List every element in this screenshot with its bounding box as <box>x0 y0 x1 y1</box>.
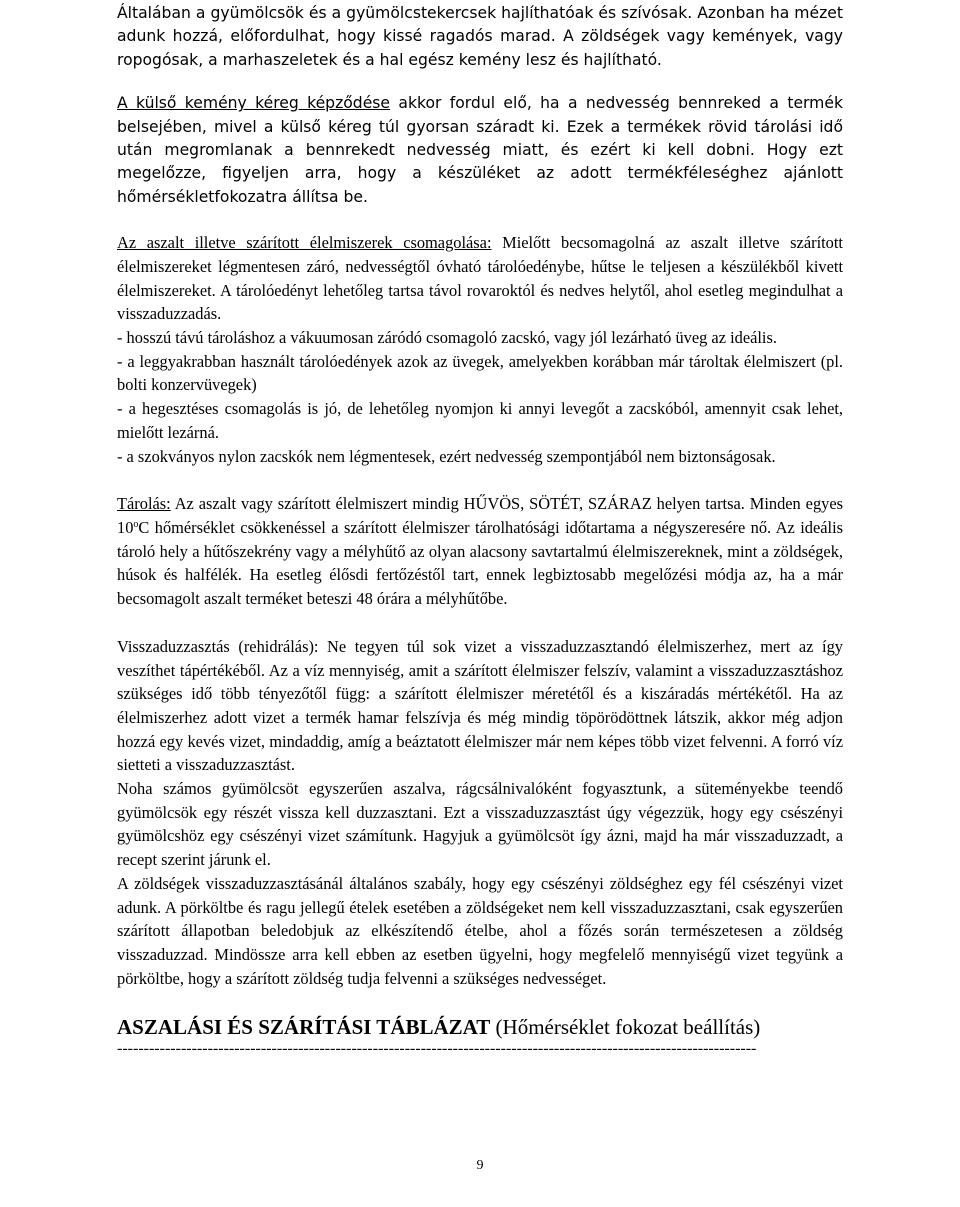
paragraph-storage: Tárolás: Az aszalt vagy szárított élelmiszert mindig HŰVÖS, SÖTÉT, SZÁRAZ helyen tartsa. Minden egyes 10$^o$C hőmérséklet csökkenéssel a szárított élelmiszer tárolhatósági időtartama a négyszeresére nő. Az ideális tároló hely a hűtőszekrény vagy a mélyhűtő az olyan alacsony savtartalmú élelmiszereknek, mint a zöldségek, húsok és halfélék. Ha esetleg élősdi fertőzéstől tart, ennek legbiztosabb megelőzési módja az, ha a már becsomagolt aszalt terméket beteszi 48 órára a mélyhűtőbe. <box>117 494 843 609</box>
paragraph-outer-crust <box>117 92 843 209</box>
list-item: - hosszú távú tároláshoz a vákuumosan záródó csomagoló zacskó, vagy jól lezárható üveg az ideális. <box>117 328 777 348</box>
packaging-text: Mielőtt becsomagolná az aszalt illetve szárított élelmiszereket légmentesen záró, nedvességtől óvható tárolóedénybe, hűtse le teljesen a készülékből kivett élelmiszereket. A tárolóedényt lehetőleg tartsa távol rovaroktól és nedves helytől, ahol esetleg megindulhat a visszaduzzadás. <box>117 233 843 324</box>
table-heading: ASZALÁSI ÉS SZÁRÍTÁSI TÁBLÁZAT (Hőmérséklet fokozat beállítás) <box>117 1015 761 1040</box>
paragraph-rehydration: Visszaduzzasztás (rehidrálás): Ne tegyen túl sok vizet a visszaduzzasztandó élelmiszerhez, mert az így veszíthet tápértékéből. Az a víz mennyiség, amit a szárított élelmiszer felszív, valamint a visszaduzzasztáshoz szükséges idő több tényezőtől függ: a szárított élelmiszer méretétől és a kiszáradás mértékétől. Ha az élelmiszerhez adott vizet a termék hamar felszívja és még mindig töpörödöttnek látszik, akkor még adjon hozzá egy kevés vizet, mindaddig, amíg a beáztatott élelmiszer már nem képes több vizet felvenni. A forró víz sietteti a visszaduzzasztást. <box>117 636 843 775</box>
dashed-divider: ------------------------------------------------------------------------------------------------------------------------ <box>117 1040 757 1058</box>
list-item: - a hegesztéses csomagolás is jó, de lehetőleg nyomjon ki annyi levegőt a zacskóból, amennyit csak lehet, mielőtt lezárná. <box>117 399 843 442</box>
list-item: - a szokványos nylon zacskók nem légmentesek, ezért nedvesség szempontjából nem biztonságosak. <box>117 446 776 466</box>
section-rehydration <box>117 635 843 991</box>
page-number: 9 <box>476 1158 484 1173</box>
paragraph-fruit-rehydration: Noha számos gyümölcsöt egyszerűen aszalva, rágcsálnivalóként fogyasztunk, a süteményekbe teendő gyümölcsök egy részét vissza kell duzzasztani. Ezt a visszaduzzasztást úgy végezzük, hogy egy csészényi gyümölcshöz egy csészényi vizet számítunk. Hagyjuk a gyümölcsöt így ázni, majd ha már visszaduzzadt, a recept szerint járunk el. <box>117 779 843 870</box>
paragraph-fruit-flexibility: Általában a gyümölcsök és a gyümölcstekercsek hajlíthatóak és szívósak. Azonban ha mézet adunk hozzá, előfordulhat, hogy kissé ragadós marad. A zöldségek vagy kemények, vagy ropogósak, a marhaszeletek és a hal egész kemény lesz és hajlítható. <box>117 4 843 69</box>
list-item: - a leggyakrabban használt tárolóedények azok az üvegek, amelyekben korábban már tároltak élelmiszert (pl. bolti konzervüvegek) <box>117 351 843 395</box>
outer-crust-heading: A külső kemény kéreg képződése <box>117 94 391 113</box>
paragraph-vegetable-rehydration: A zöldségek visszaduzzasztásánál általános szabály, hogy egy csészényi zöldséghez egy fél csészényi vizet adunk. A pörköltbe és ragu jellegű ételek esetében a zöldségeket nem kell visszaduzzasztani, csak egyszerűen szárított állapotban beledobjuk az elkészítendő ételbe, ahol a főzés során természetesen a zöldség visszaduzzad. Mindössze arra kell ebben az esetben ügyelni, hogy megfelelő mennyiségű vizet tegyünk a pörköltbe, hogy a szárított zöldség tudja felvenni a szükséges nedvességet. <box>117 873 843 988</box>
outer-crust-text: akkor fordul elő, ha a nedvesség bennreked a termék belsejében, mivel a külső kéreg túl gyorsan száradt ki. Ezek a termékek rövid tárolási idő után megromlanak a bennrekedt nedvesség miatt, és ezért ki kell dobni. Hogy ezt megelőzze, figyeljen arra, hogy a készüléket az adott termékféleséghez ajánlott hőmérsékletfokozatra állítsa be. <box>117 94 843 206</box>
degree-superscript: o <box>133 518 139 530</box>
paragraph-packaging <box>117 231 843 326</box>
document-page <box>117 0 843 1058</box>
section-packaging <box>117 231 843 468</box>
packaging-heading: Az aszalt illetve szárított élelmiszerek csomagolása: <box>117 233 492 253</box>
storage-heading: Tárolás: <box>117 494 171 514</box>
